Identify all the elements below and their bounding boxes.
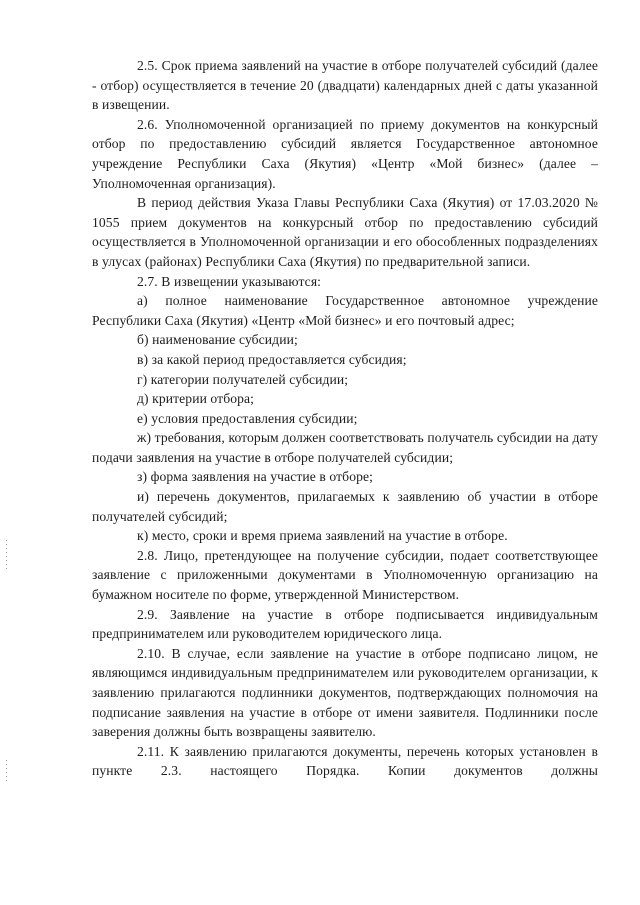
list-item-a: а) полное наименование Государственное автономное учреждение Республики Саха (Якутия) «Центр «Мой бизнес» и его почтовый адрес;	[92, 293, 598, 328]
paragraph-2-9: 2.9. Заявление на участие в отборе подписывается индивидуальным предпринимателем или руководителем юридического лица.	[92, 606, 598, 642]
paragraph-2-11: 2.11. К заявлению прилагаются документы, перечень которых установлен в пункте 2.3. настоящего Порядка. Копии документов должны	[92, 743, 598, 779]
scan-margin-mark-lower	[6, 760, 7, 782]
list-item-z: з) форма заявления на участие в отборе;	[137, 469, 373, 485]
list-item-b: б) наименование субсидии;	[137, 332, 298, 348]
paragraph-2-6: 2.6. Уполномоченной организацией по приему документов на конкурсный отбор по предоставлению субсидий является Государственное автономное учреждение Республики Саха (Якутия) «Центр «Мой бизнес» (далее – Уполномоченная организация).	[92, 116, 598, 191]
list-item-v: в) за какой период предоставляется субсидия;	[137, 351, 407, 367]
paragraph-decree-period: В период действия Указа Главы Республики Саха (Якутия) от 17.03.2020 № 1055 прием документов на конкурсный отбор по предоставлению субсидий осуществляется в Уполномоченной организации и его обособленных подразделениях в улусах (районах) Республики Саха (Якутия) по предварительной записи.	[92, 195, 598, 269]
list-item-g: г) категории получателей субсидии;	[137, 371, 349, 387]
list-item-zh: ж) требования, которым должен соответствовать получатель субсидии на дату подачи заявления на участие в отборе получателей субсидии;	[92, 430, 598, 465]
document-body	[92, 56, 598, 781]
list-item-k: к) место, сроки и время приема заявлений на участие в отборе.	[137, 528, 508, 544]
list-item-i: и) перечень документов, прилагаемых к заявлению об участии в отборе получателей субсидий;	[92, 489, 598, 524]
paragraph-2-8: 2.8. Лицо, претендующее на получение субсидии, подает соответствующее заявление с приложенными документами в Уполномоченную организацию на бумажном носителе по форме, утвержденной Министерством.	[92, 547, 598, 603]
list-item-d: д) критерии отбора;	[137, 391, 255, 407]
paragraph-2-5: 2.5. Срок приема заявлений на участие в отборе получателей субсидий (далее - отбор) осуществляется в течение 20 (двадцати) календарных дней с даты указанной в извещении.	[92, 58, 598, 113]
paragraph-2-10: 2.10. В случае, если заявление на участие в отборе подписано лицом, не являющимся индивидуальным предпринимателем или руководителем организации, к заявлению прилагаются подлинники документов, подтверждающих полномочия на подписание заявления на участие в отборе от имени заявителя. Подлинники после заверения должны быть возвращены заявителю.	[92, 645, 598, 740]
list-item-e: е) условия предоставления субсидии;	[137, 410, 358, 426]
scan-margin-mark-upper	[6, 540, 7, 570]
paragraph-2-7: 2.7. В извещении указываются:	[137, 273, 322, 289]
